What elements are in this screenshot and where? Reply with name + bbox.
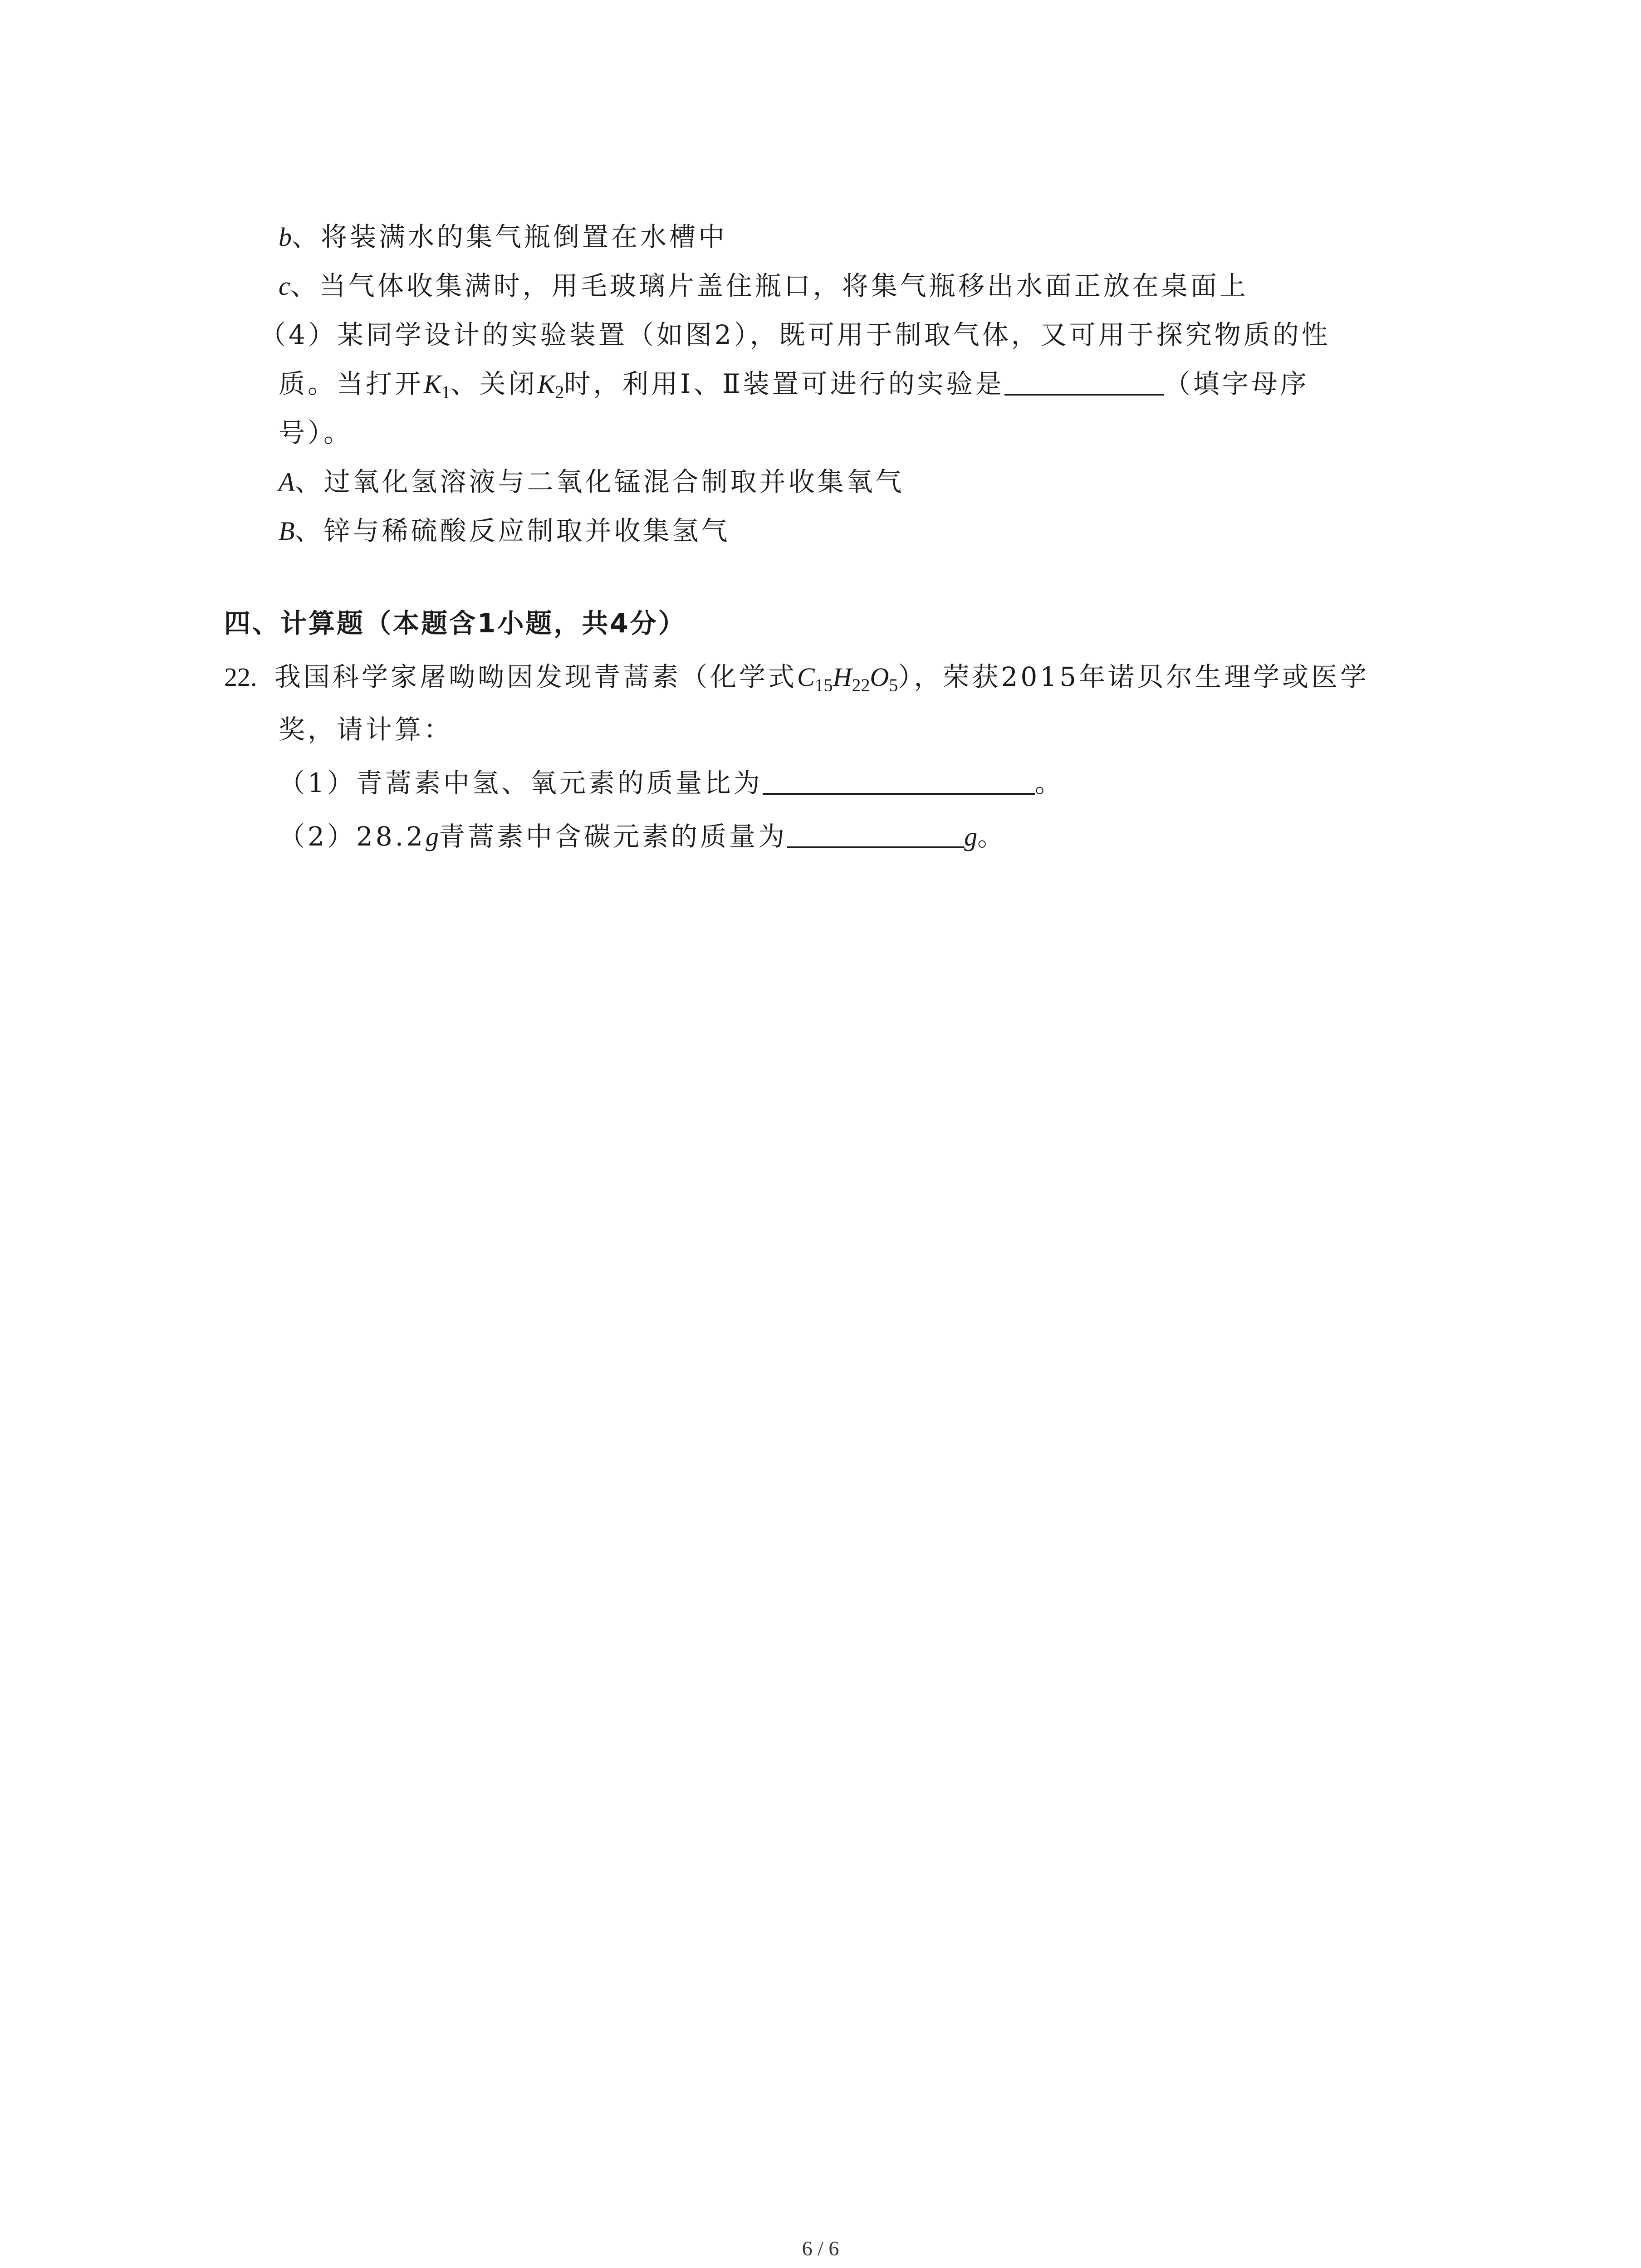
question-22-text-a: 我国科学家屠呦呦因发现青蒿素（化学式 (274, 661, 797, 692)
k1-subscript: 1 (441, 382, 451, 402)
question-4-text-2d: （填字母序 (1164, 368, 1309, 399)
question-22-part-2-text-b: 青蒿素中含碳元素的质量为 (439, 821, 788, 852)
unit-g: g (426, 822, 439, 851)
question-22-part-2-text-a: （2）28.2 (279, 821, 426, 852)
k2-subscript: 2 (555, 382, 564, 402)
section-4-heading (224, 605, 686, 641)
formula-o-subscript: 5 (889, 675, 898, 695)
option-a-letter: A (279, 467, 295, 497)
chemical-formula (797, 662, 898, 695)
k1-symbol (424, 369, 451, 402)
item-b-line (279, 219, 727, 255)
question-4-text-2a: 质。当打开 (279, 368, 424, 399)
question-22-part-1-text: （1）青蒿素中氢、氧元素的质量比为 (279, 767, 763, 798)
formula-h: H (833, 662, 852, 692)
item-c-letter: c (279, 271, 290, 301)
answer-blank-22-2[interactable] (787, 819, 964, 848)
k2-base: K (537, 369, 555, 399)
question-22-number: 22. (224, 662, 257, 692)
answer-blank-22-1[interactable] (763, 766, 1035, 795)
formula-c-subscript: 15 (814, 675, 833, 695)
question-4-text-2c: 时，利用Ⅰ、Ⅱ装置可进行的实验是 (564, 368, 1004, 399)
question-22-part-1 (279, 765, 1064, 801)
question-4-text-3: 号）。 (279, 417, 353, 448)
question-22-text-b: ），荣获2015年诺贝尔生理学或医学 (898, 661, 1370, 692)
question-22-part-2-end: 。 (977, 821, 1007, 852)
unit-g-2: g (964, 822, 978, 851)
question-22-part-2 (279, 818, 1006, 855)
question-4-line-2 (279, 366, 1309, 402)
section-4-heading-text: 四、计算题（本题含1小题，共4分） (224, 608, 686, 639)
question-22-part-1-end: 。 (1034, 767, 1064, 798)
question-22-text-2: 奖，请计算： (279, 714, 453, 745)
option-a-text: 、过氧化氢溶液与二氧化锰混合制取并收集氧气 (294, 466, 905, 497)
formula-h-subscript: 22 (852, 675, 870, 695)
question-4-text-1: （4）某同学设计的实验装置（如图2），既可用于制取气体，又可用于探究物质的性 (260, 319, 1331, 350)
item-b-letter: b (279, 222, 292, 252)
question-4-line-3 (279, 415, 353, 451)
k2-symbol (537, 369, 564, 402)
question-4-text-2b: 、关闭 (450, 368, 538, 399)
formula-o: O (870, 662, 889, 692)
question-22-line-1 (224, 659, 1369, 695)
option-b-text: 、锌与稀硫酸反应制取并收集氢气 (294, 515, 730, 546)
item-c-text: 、当气体收集满时，用毛玻璃片盖住瓶口，将集气瓶移出水面正放在桌面上 (290, 270, 1249, 301)
answer-blank-q4[interactable] (1004, 367, 1164, 396)
question-22-line-2 (279, 711, 453, 748)
k1-base: K (424, 369, 441, 399)
item-b-text: 、将装满水的集气瓶倒置在水槽中 (292, 221, 728, 252)
option-b-letter: B (279, 516, 295, 546)
page-number: 6 / 6 (802, 2237, 839, 2260)
question-4-line-1 (260, 317, 1331, 353)
formula-c: C (797, 662, 815, 692)
option-a-line (279, 464, 904, 500)
option-b-line (279, 513, 730, 549)
item-c-line (279, 268, 1249, 304)
